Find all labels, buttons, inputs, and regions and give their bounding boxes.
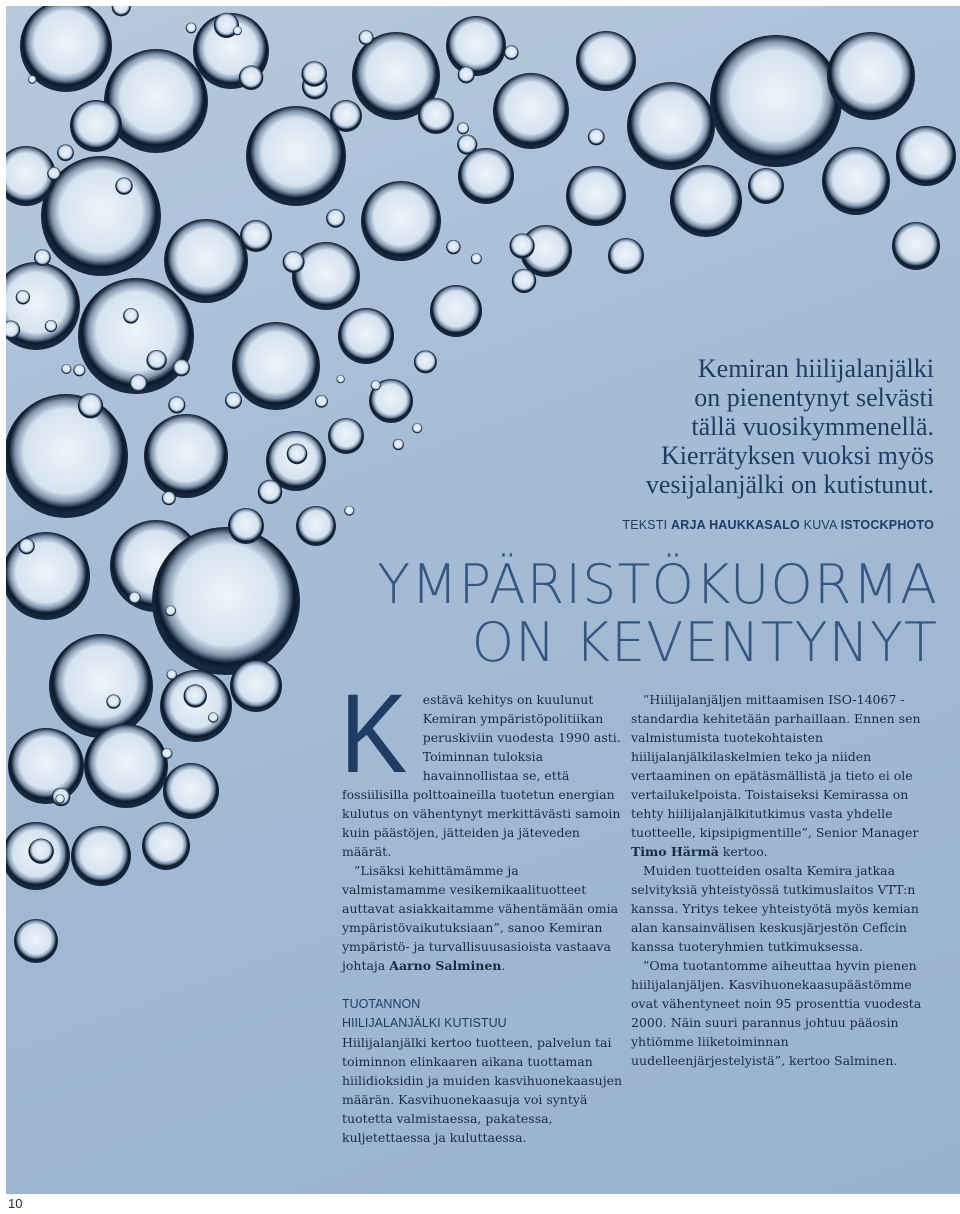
small-bubble bbox=[186, 23, 197, 34]
small-bubble bbox=[233, 26, 242, 35]
bubble bbox=[6, 394, 128, 518]
subheading bbox=[342, 995, 624, 1033]
paragraph-2 bbox=[342, 861, 624, 975]
bubble bbox=[104, 49, 208, 153]
small-bubble bbox=[283, 251, 305, 273]
bubble bbox=[292, 242, 360, 310]
small-bubble bbox=[165, 605, 176, 616]
small-bubble bbox=[129, 592, 141, 604]
byline-photo-label: KUVA bbox=[803, 518, 837, 532]
bubble bbox=[6, 262, 80, 350]
bubble bbox=[566, 166, 626, 226]
headline-line-2: ON KEVENTYNYT bbox=[471, 611, 938, 674]
bubble bbox=[163, 763, 219, 819]
bubble bbox=[84, 724, 168, 808]
bubble bbox=[6, 532, 90, 620]
small-bubble bbox=[161, 748, 172, 759]
page-number: 10 bbox=[8, 1196, 23, 1211]
small-bubble bbox=[61, 364, 71, 374]
bubble bbox=[670, 165, 742, 237]
bubble bbox=[49, 634, 153, 738]
small-bubble bbox=[73, 364, 85, 376]
article-column-1 bbox=[340, 671, 624, 1147]
small-bubble bbox=[588, 129, 605, 146]
small-bubble bbox=[28, 839, 53, 864]
small-bubble bbox=[34, 249, 51, 266]
lede-text: Kemiran hiilijalanjälki on pienentynyt selvästi tällä vuosikymmenellä. Kierrätyksen vuoksi myös vesijalanjälki on kutistunut. bbox=[645, 354, 934, 499]
bubble bbox=[144, 414, 228, 498]
small-bubble bbox=[458, 66, 475, 83]
small-bubble bbox=[504, 45, 519, 60]
small-bubble bbox=[47, 167, 60, 180]
bubble bbox=[892, 222, 940, 270]
small-bubble bbox=[225, 392, 242, 409]
bubble bbox=[8, 728, 84, 804]
small-bubble bbox=[57, 144, 74, 161]
bubble bbox=[418, 98, 454, 134]
person-name: Aarno Salminen bbox=[389, 958, 502, 973]
bubble bbox=[827, 32, 915, 120]
byline-photo-source: ISTOCKPHOTO bbox=[840, 518, 934, 532]
paragraph-2-text: ”Lisäksi kehittämämme ja valmistamamme vesikemikaalituotteet auttavat asiakkaitamme vähentämään omia ympäristövaikutuksiaan”, sanoo Kemiran ympäristö- ja turvallisuusasioista vastaava johtaja bbox=[342, 863, 619, 973]
byline bbox=[622, 518, 934, 532]
small-bubble bbox=[28, 75, 36, 83]
bubble bbox=[328, 418, 364, 454]
bubble bbox=[230, 660, 282, 712]
bubble bbox=[458, 148, 514, 204]
small-bubble bbox=[457, 122, 469, 134]
small-bubble bbox=[168, 396, 185, 413]
small-bubble bbox=[146, 350, 166, 370]
paragraph-4-text: ”Hiilijalanjäljen mittaamisen ISO-14067 -standardia kehitetään parhaillaan. Ennen sen valmistumista tuotekohtaisten hiilijalanjälkilaskelmien teko ja niiden vertaaminen on epätäsmällistä ja tieto ei ole vertailukelpoista. Toistaiseksi Kemirassa on tehty hiilijalanjälkitutkimus vasta yhdelle tuotteelle, kipsipigmentille”, Senior Manager bbox=[631, 692, 921, 840]
small-bubble bbox=[129, 374, 147, 392]
small-bubble bbox=[208, 712, 218, 722]
small-bubble bbox=[471, 253, 482, 264]
bubble bbox=[70, 100, 122, 152]
small-bubble bbox=[414, 350, 437, 373]
headline-line-1: YMPÄRISTÖKUORMA bbox=[377, 553, 938, 616]
drop-cap: K bbox=[340, 671, 408, 796]
small-bubble bbox=[258, 480, 282, 504]
small-bubble bbox=[239, 65, 264, 90]
paragraph-3: Hiilijalanjälki kertoo tuotteen, palvelun tai toiminnon elinkaaren aikana tuottaman hiilidioksidin ja muiden kasvihuonekaasujen määrän. Kasvihuonekaasuja voi syntyä tuotetta valmistaessa, pakatessa, kuljetettaessa ja kuluttaessa. bbox=[342, 1035, 623, 1145]
paragraph-4-end: kertoo. bbox=[718, 844, 768, 859]
bubble bbox=[232, 322, 320, 410]
bubble bbox=[896, 126, 956, 186]
paragraph-2-end: . bbox=[501, 958, 506, 973]
small-bubble bbox=[512, 269, 536, 293]
small-bubble bbox=[301, 61, 327, 87]
small-bubble bbox=[55, 794, 64, 803]
small-bubble bbox=[112, 6, 131, 16]
bubble bbox=[296, 506, 336, 546]
paragraph-1 bbox=[340, 671, 624, 861]
paragraph-5: Muiden tuotteiden osalta Kemira jatkaa selvityksiä yhteistyössä tutkimuslaitos VTT:n kanssa. Yritys tekee yhteistyötä myös kemian alan kansainvälisen keskusjärjestön Cefîcin kanssa tuoteryhmien tutkimuksessa. bbox=[631, 863, 919, 954]
bubble bbox=[493, 73, 569, 149]
small-bubble bbox=[509, 233, 534, 258]
small-bubble bbox=[371, 380, 381, 390]
small-bubble bbox=[359, 30, 374, 45]
bubble bbox=[446, 16, 506, 76]
bubble bbox=[164, 219, 248, 303]
bubble bbox=[361, 181, 441, 261]
small-bubble bbox=[167, 670, 177, 680]
person-name: Timo Härmä bbox=[631, 844, 719, 859]
small-bubble bbox=[123, 308, 139, 324]
bubble bbox=[338, 308, 394, 364]
bubble bbox=[748, 168, 784, 204]
paragraph-1-text: estävä kehitys on kuulunut Kemiran ympäristöpolitiikan peruskiviin vuodesta 1990 asti. Toiminnan tuloksia havainnollistaa se, että fossiilisilla polttoaineilla tuotetun energian kulutus on vähentynyt merkittävästi samoin kuin päästöjen, jätteiden ja jäteveden määrät. bbox=[342, 692, 621, 859]
bubble bbox=[240, 220, 272, 252]
bubble bbox=[608, 238, 644, 274]
small-bubble bbox=[315, 395, 328, 408]
small-bubble bbox=[45, 320, 57, 332]
small-bubble bbox=[344, 506, 354, 516]
small-bubble bbox=[16, 290, 30, 304]
bubble bbox=[330, 100, 362, 132]
bubble bbox=[142, 822, 190, 870]
small-bubble bbox=[184, 684, 207, 707]
small-bubble bbox=[287, 444, 308, 465]
bubble bbox=[430, 285, 482, 337]
small-bubble bbox=[393, 439, 404, 450]
small-bubble bbox=[115, 177, 132, 194]
bubble bbox=[14, 919, 58, 963]
small-bubble bbox=[412, 423, 422, 433]
bubble bbox=[576, 31, 636, 91]
small-bubble bbox=[326, 209, 345, 228]
paragraph-6: ”Oma tuotantomme aiheuttaa hyvin pienen hiilijalanjäljen. Kasvihuonekaasupäästömme ovat vähentyneet noin 95 prosenttia vuodesta 2000. Näin suuri parannus johtuu pääosin yhtiömme liiketoiminnan uudelleenjärjestelyistä”, kertoo Salminen. bbox=[631, 958, 922, 1068]
byline-text-label: TEKSTI bbox=[622, 518, 668, 532]
bubble bbox=[627, 82, 715, 170]
small-bubble bbox=[78, 393, 103, 418]
small-bubble bbox=[162, 491, 176, 505]
paragraph-4 bbox=[631, 690, 926, 861]
bubble bbox=[71, 826, 131, 886]
bubble bbox=[710, 35, 842, 167]
bubble bbox=[228, 508, 264, 544]
headline bbox=[377, 553, 938, 674]
small-bubble bbox=[19, 538, 35, 554]
bubble bbox=[152, 527, 300, 675]
magazine-page bbox=[6, 6, 960, 1194]
article-column-2 bbox=[631, 690, 926, 1070]
small-bubble bbox=[106, 694, 120, 708]
subheading-line-1: TUOTANNON bbox=[342, 997, 421, 1011]
byline-author: ARJA HAUKKASALO bbox=[671, 518, 800, 532]
small-bubble bbox=[337, 375, 345, 383]
small-bubble bbox=[446, 240, 460, 254]
small-bubble bbox=[173, 359, 190, 376]
small-bubble bbox=[457, 135, 477, 155]
subheading-line-2: HIILIJALANJÄLKI KUTISTUU bbox=[342, 1016, 507, 1030]
bubble bbox=[822, 147, 890, 215]
